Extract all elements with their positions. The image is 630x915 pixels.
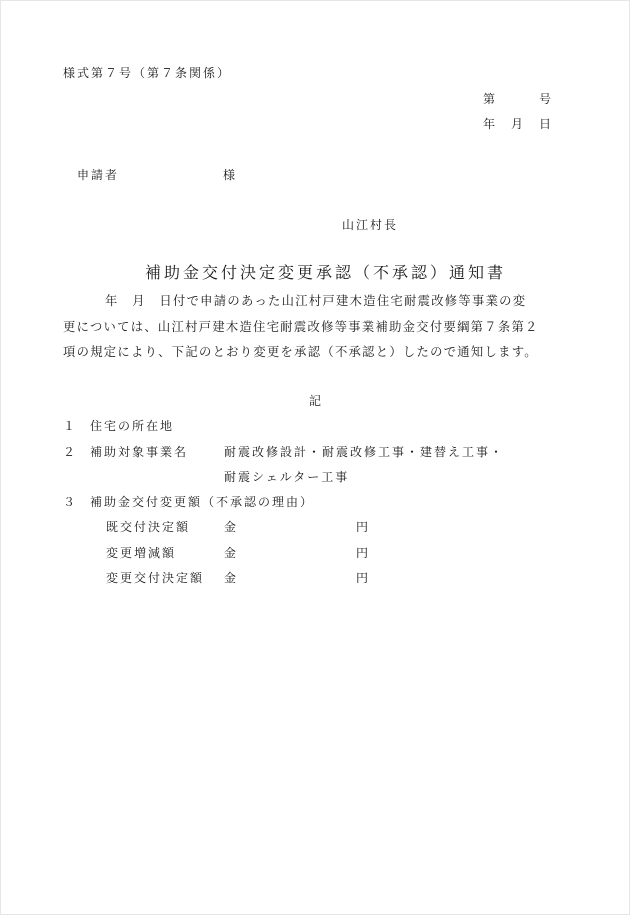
amount-label: 変更交付決定額 bbox=[106, 571, 205, 585]
amount-label: 既交付決定額 bbox=[106, 520, 191, 534]
form-label: 様式第７号（第７条関係） bbox=[63, 66, 232, 80]
document-date: 年 月 日 bbox=[483, 117, 554, 131]
addressee-honorific: 様 bbox=[223, 168, 238, 182]
item-2-label: 補助対象事業名 bbox=[90, 445, 189, 459]
amount-unit: 円 bbox=[356, 520, 371, 534]
item-2-number: ２ bbox=[63, 445, 78, 459]
item-3-label: 補助金交付変更額（不承認の理由） bbox=[90, 495, 315, 509]
item-2-value-line-2: 耐震シェルター工事 bbox=[224, 470, 350, 484]
document-title: 補助金交付決定変更承認（不承認）通知書 bbox=[145, 263, 507, 282]
addressee-label: 申請者 bbox=[77, 168, 120, 182]
amount-unit: 円 bbox=[356, 571, 371, 585]
body-line-3: 項の規定により、下記のとおり変更を承認（不承認と）したので通知します。 bbox=[63, 345, 538, 359]
item-3-number: ３ bbox=[63, 495, 78, 509]
item-1-label: 住宅の所在地 bbox=[90, 419, 175, 433]
item-1-number: １ bbox=[63, 419, 78, 433]
amount-prefix: 金 bbox=[224, 520, 239, 534]
body-line-1: 年 月 日付で申請のあった山江村戸建木造住宅耐震改修等事業の変 bbox=[105, 294, 527, 308]
document-number: 第 号 bbox=[483, 92, 554, 106]
amount-unit: 円 bbox=[356, 546, 371, 560]
body-line-2: 更については、山江村戸建木造住宅耐震改修等事業補助金交付要綱第７条第２ bbox=[63, 320, 539, 334]
amount-label: 変更増減額 bbox=[106, 546, 177, 560]
item-2-value-line-1: 耐震改修設計・耐震改修工事・建替え工事・ bbox=[224, 445, 505, 459]
amount-prefix: 金 bbox=[224, 546, 239, 560]
ki-heading: 記 bbox=[309, 394, 324, 408]
amount-prefix: 金 bbox=[224, 571, 239, 585]
issuer-name: 山江村長 bbox=[342, 218, 399, 232]
